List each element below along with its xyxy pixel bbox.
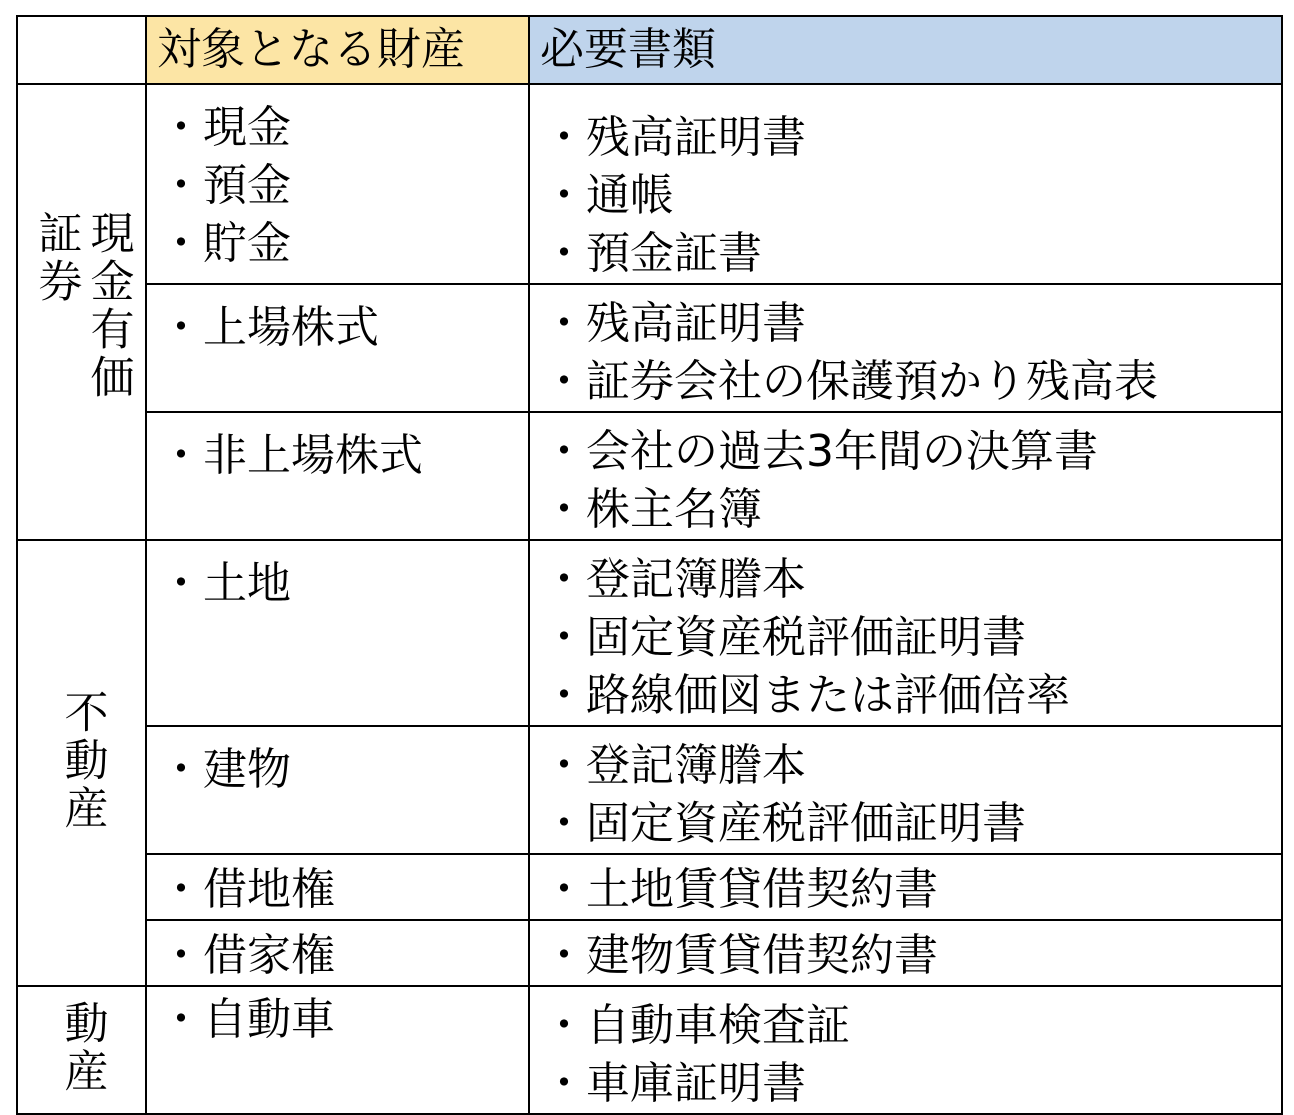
documents-cell [529,412,1282,540]
document-item: ・会社の過去3年間の決算書 [542,426,1098,477]
document-item: ・土地賃貸借契約書 [542,864,938,915]
property-cell [146,920,529,986]
document-item: ・残高証明書 [542,112,806,163]
property-cell [146,84,529,284]
property-cell [146,540,529,726]
category-label: 不動産 [56,689,108,833]
corner-header [17,16,146,84]
table-row [17,412,1282,540]
category-movable-property [17,986,146,1114]
document-item: ・通帳 [542,170,674,221]
document-item: ・路線価図または評価倍率 [542,670,1070,721]
header-row [17,16,1282,84]
documents-cell [529,284,1282,412]
table-row [17,854,1282,920]
documents-column-header: 必要書類 [529,16,1282,84]
document-item: ・固定資産税評価証明書 [542,798,1026,849]
documents-cell [529,540,1282,726]
documents-cell [529,986,1282,1114]
table-row [17,540,1282,726]
property-item: ・現金 [159,102,291,153]
document-item: ・登記簿謄本 [542,740,806,791]
table-row [17,920,1282,986]
document-item: ・自動車検査証 [542,1000,850,1051]
property-item: ・建物 [159,744,291,795]
required-documents-table [16,15,1283,1115]
property-cell [146,284,529,412]
category-label: 動産 [56,1000,108,1096]
document-item: ・固定資産税評価証明書 [542,612,1026,663]
document-item: ・建物賃貸借契約書 [542,930,938,981]
property-item: ・土地 [159,558,291,609]
documents-cell [529,726,1282,854]
document-item: ・登記簿謄本 [542,554,806,605]
document-item: ・預金証書 [542,228,762,279]
document-item: ・株主名簿 [542,484,762,535]
documents-cell [529,84,1282,284]
property-item: ・貯金 [159,218,291,269]
documents-cell [529,920,1282,986]
category-real-estate [17,540,146,986]
property-cell [146,412,529,540]
property-cell [146,726,529,854]
property-column-header: 対象となる財産 [146,16,529,84]
property-item: ・自動車 [159,994,335,1045]
property-item: ・借地権 [159,864,335,915]
property-item: ・上場株式 [159,302,379,353]
property-item: ・非上場株式 [159,430,423,481]
documents-cell [529,854,1282,920]
table-row [17,84,1282,284]
document-item: ・証券会社の保護預かり残高表 [542,356,1158,407]
property-item: ・預金 [159,160,291,211]
document-item: ・残高証明書 [542,298,806,349]
property-cell [146,854,529,920]
property-cell [146,986,529,1114]
document-item: ・車庫証明書 [542,1058,806,1109]
category-cash-securities [17,84,146,540]
property-item: ・借家権 [159,930,335,981]
table-row [17,986,1282,1114]
table-row [17,284,1282,412]
category-label: 現金有価証券 [30,210,134,402]
table-row [17,726,1282,854]
